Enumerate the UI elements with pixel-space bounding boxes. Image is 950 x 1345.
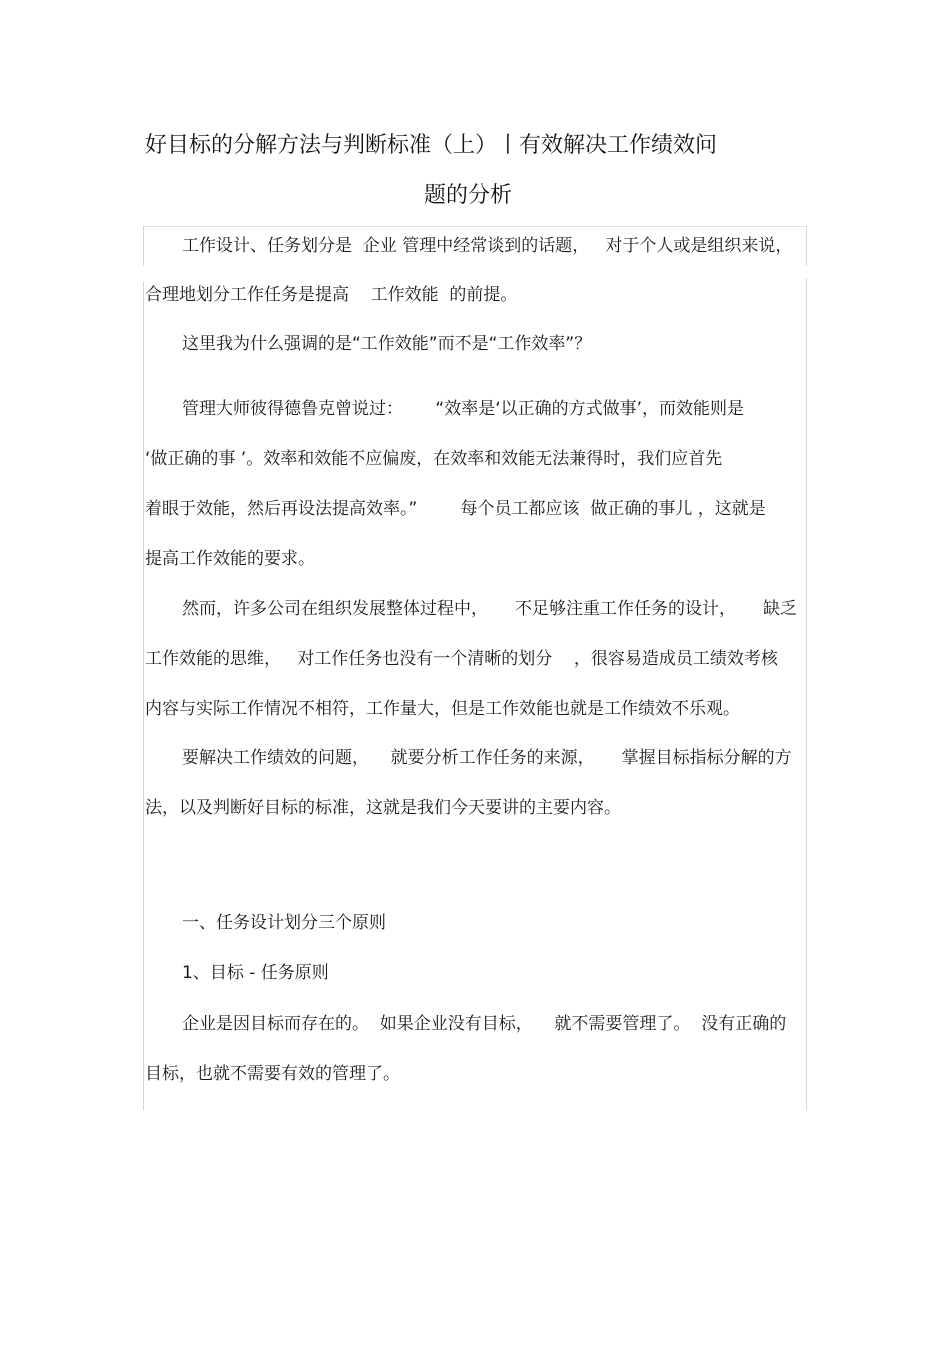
paragraph-2-line-1: 这里我为什么强调的是“工作效能”而不是“工作效率”？ bbox=[182, 334, 592, 354]
paragraph-3-line-3: 着眼于效能，然后再设法提高效率。” 每个员工都应该 做正确的事儿 ，这就是 bbox=[145, 499, 766, 519]
paragraph-4-line-2: 工作效能的思维， 对工作任务也没有一个清晰的划分 ，很容易造成员工绩效考核 bbox=[145, 649, 778, 669]
section-heading: 一、任务设计划分三个原则 bbox=[182, 913, 386, 933]
paragraph-5-line-1: 要解决工作绩效的问题， 就要分析工作任务的来源， 掌握目标指标分解的方 bbox=[182, 748, 792, 768]
paragraph-6-line-1: 企业是因目标而存在的。 如果企业没有目标， 就不需要管理了。 没有正确的 bbox=[182, 1014, 787, 1034]
document-title-line-1: 好目标的分解方法与判断标准（上）丨有效解决工作绩效问 bbox=[145, 133, 718, 158]
frame-right-border bbox=[806, 278, 807, 1110]
paragraph-3-line-2: ‘做正确的事 ’。效率和效能不应偏废，在效率和效能无法兼得时，我们应首先 bbox=[145, 449, 723, 469]
subsection-heading: 1、目标 - 任务原则 bbox=[182, 963, 329, 983]
frame-right-border-top bbox=[806, 226, 807, 266]
paragraph-1-line-1: 工作设计、任务划分是 企业 管理中经常谈到的话题， 对于个人或是组织来说， bbox=[182, 236, 793, 256]
frame-left-border bbox=[143, 282, 144, 1110]
document-title-line-2: 题的分析 bbox=[424, 183, 513, 208]
paragraph-4-line-3: 内容与实际工作情况不相符，工作量大，但是工作效能也就是工作绩效不乐观。 bbox=[145, 699, 740, 719]
frame-top-border bbox=[143, 226, 807, 227]
paragraph-6-line-2: 目标，也就不需要有效的管理了。 bbox=[145, 1064, 400, 1084]
paragraph-3-line-4: 提高工作效能的要求。 bbox=[145, 549, 315, 569]
frame-left-border-top bbox=[143, 226, 144, 266]
paragraph-5-line-2: 法，以及判断好目标的标准，这就是我们今天要讲的主要内容。 bbox=[145, 798, 621, 818]
paragraph-1-line-2: 合理地划分工作任务是提高 工作效能 的前提。 bbox=[145, 285, 518, 305]
paragraph-4-line-1: 然而，许多公司在组织发展整体过程中， 不足够注重工作任务的设计， 缺乏 bbox=[182, 599, 798, 619]
paragraph-3-line-1: 管理大师彼得德鲁克曾说过： “效率是‘以正确的方式做事’，而效能则是 bbox=[182, 399, 745, 419]
